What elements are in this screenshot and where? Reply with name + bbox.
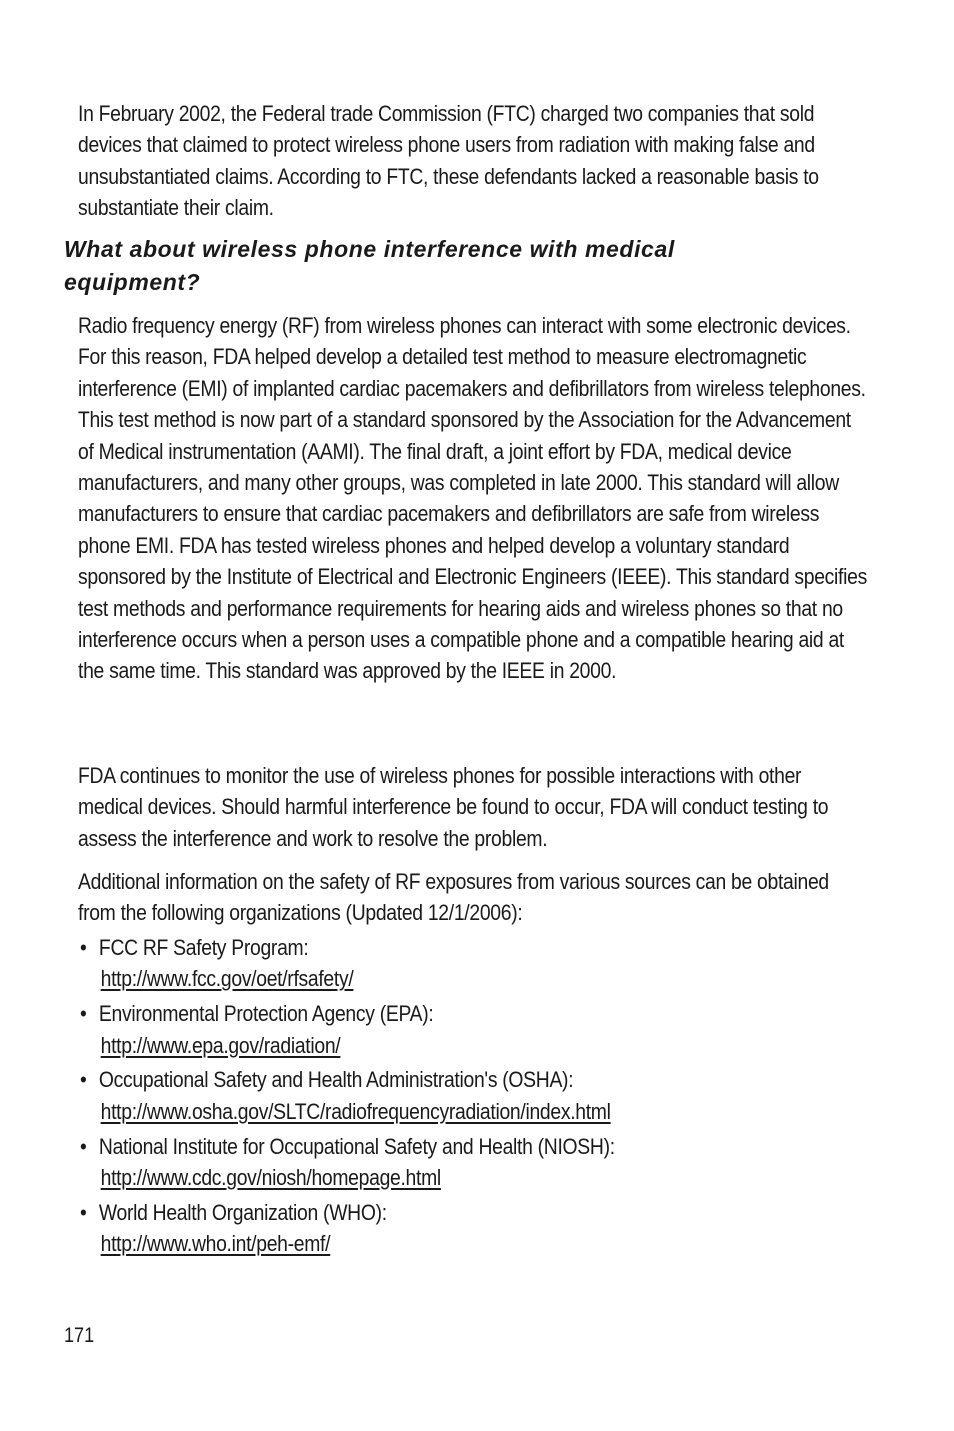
org-name: FCC RF Safety Program: <box>98 935 309 960</box>
fcc-link[interactable]: http://www.fcc.gov/oet/rfsafety/ <box>100 966 354 992</box>
list-item-fcc <box>80 932 871 995</box>
bullet-icon: • <box>80 1199 87 1225</box>
list-item-osha <box>80 1064 871 1127</box>
bullet-icon: • <box>80 935 87 960</box>
list-item-epa <box>80 998 871 1061</box>
bullet-icon: • <box>80 1133 87 1159</box>
paragraph-additional-info: Additional information on the safety of RF exposures from various sources can be obtained from the following organizations (Updated 12/1/2006): <box>78 869 829 926</box>
page-number: 171 <box>64 1324 95 1347</box>
org-name: Environmental Protection Agency (EPA): <box>98 1001 434 1027</box>
paragraph-ftc-claims: In February 2002, the Federal trade Commission (FTC) charged two companies that sold devices that claimed to protect wireless phone users from radiation with making false and unsubstantiated claims. According to FTC, these defendants lacked a reasonable basis to substantiate their claim. <box>78 101 819 221</box>
org-name: National Institute for Occupational Safety and Health (NIOSH): <box>98 1133 615 1159</box>
bullet-icon: • <box>80 1067 87 1093</box>
section-heading: What about wireless phone interference with medical equipment? <box>64 236 675 295</box>
osha-link[interactable]: http://www.osha.gov/SLTC/radiofrequencyradiation/index.html <box>100 1098 611 1124</box>
who-link[interactable]: http://www.who.int/peh-emf/ <box>100 1231 331 1257</box>
niosh-link[interactable]: http://www.cdc.gov/niosh/homepage.html <box>100 1165 441 1191</box>
list-item-niosh <box>80 1131 871 1194</box>
org-name: World Health Organization (WHO): <box>98 1199 387 1225</box>
paragraph-fda-monitoring: FDA continues to monitor the use of wireless phones for possible interactions with other medical devices. Should harmful interference be found to occur, FDA will conduct testing to assess the interference and work to resolve the problem. <box>78 763 829 851</box>
paragraph-rf-interference: Radio frequency energy (RF) from wireless phones can interact with some electronic devices. For this reason, FDA helped develop a detailed test method to measure electromagnetic interference (EMI) of implanted cardiac pacemakers and defibrillators from wireless telephones. This test method is now part of a standard sponsored by the Association for the Advancement of Medical instrumentation (AAMI). The final draft, a joint effort by FDA, medical device manufacturers, and many other groups, was completed in late 2000. This standard will allow manufacturers to ensure that cardiac pacemakers and defibrillators are safe from wireless phone EMI. FDA has tested wireless phones and helped develop a voluntary standard sponsored by the Institute of Electrical and Electronic Engineers (IEEE). This standard specifies test methods and performance requirements for hearing aids and wireless phones so that no interference occurs when a person uses a compatible phone and a compatible hearing aid at the same time. This standard was approved by the IEEE in 2000. <box>78 313 867 684</box>
epa-link[interactable]: http://www.epa.gov/radiation/ <box>100 1032 341 1058</box>
bullet-icon: • <box>80 1001 87 1027</box>
list-item-who <box>80 1197 871 1260</box>
org-name: Occupational Safety and Health Administration's (OSHA): <box>98 1067 574 1093</box>
organization-list <box>80 932 871 1263</box>
